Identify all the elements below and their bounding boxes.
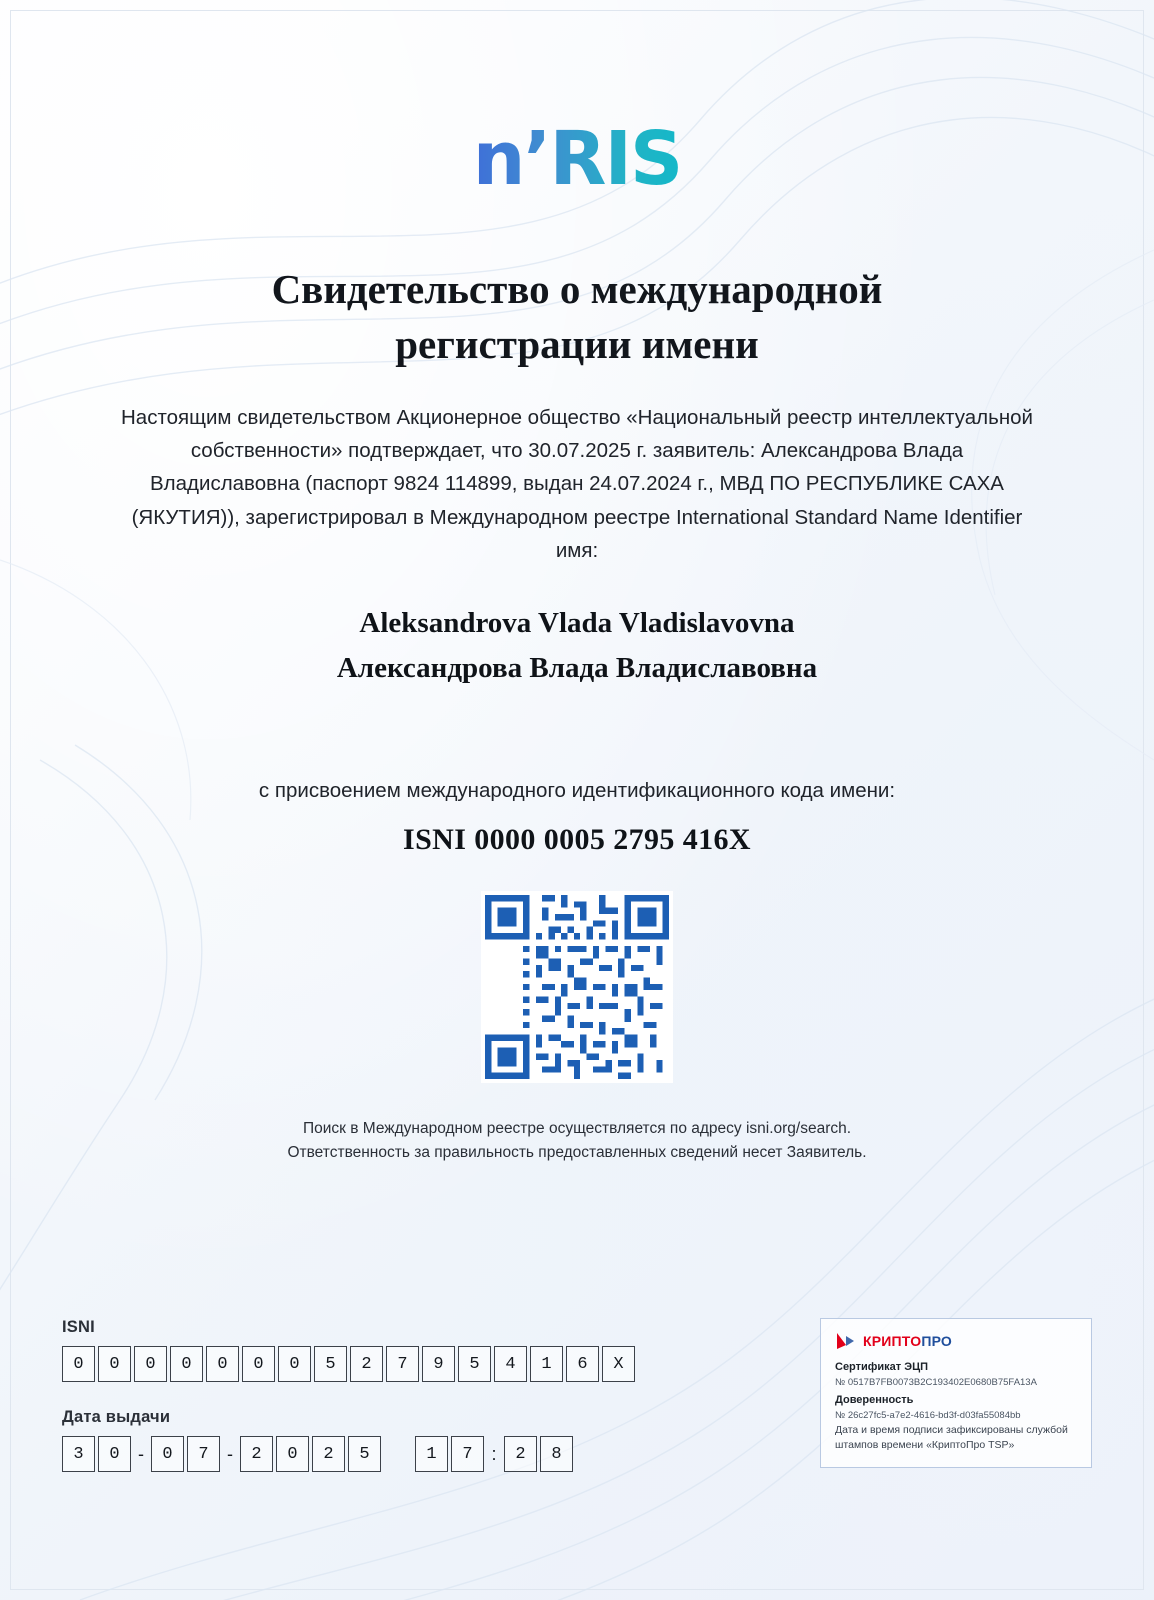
certificate-body-text: Настоящим свидетельством Акционерное общество «Национальный реестр интеллектуальной собственности» подтверждает, что 30.07.2025 г. заявитель: Александрова Влада Владиславовна (паспорт 9824 114899, выдан 24.07.2024 г., МВД ПО РЕСПУБЛИКЕ САХА (ЯКУТИЯ)), зарегистрировал в Международном реестре International Standard Name Identifier имя:: [121, 406, 1033, 562]
date-digit: 0: [98, 1436, 131, 1472]
isni-digit: 0: [134, 1346, 167, 1382]
name-cyrillic: Александрова Влада Владиславовна: [336, 651, 818, 684]
cryptopro-brand: [863, 1333, 952, 1349]
isni-digit: 2: [350, 1346, 383, 1382]
isni-digit: 0: [170, 1346, 203, 1382]
logo-container: [62, 0, 1092, 202]
time-digit: 7: [451, 1436, 484, 1472]
code-intro-text: с присвоением международного идентификационного кода имени:: [258, 778, 896, 802]
qr-code-icon: [481, 891, 673, 1083]
time-digit: 8: [540, 1436, 573, 1472]
timestamp-note-line1: Дата и время подписи зафиксированы службой: [835, 1423, 1068, 1436]
name-latin: Aleksandrova Vlada Vladislavovna: [359, 607, 795, 640]
date-digit: 0: [276, 1436, 309, 1472]
isni-field-label: ISNI: [62, 1318, 95, 1336]
footnote-text: Поиск в Международном реестре осуществляется по адресу isni.org/search. Ответственность за правильность предоставленных сведений несет Заявитель.: [287, 1120, 867, 1161]
digital-signature-stamp: [820, 1318, 1092, 1468]
date-digit: 7: [187, 1436, 220, 1472]
isni-digit: 5: [458, 1346, 491, 1382]
cryptopro-logo: [835, 1331, 1077, 1351]
date-digit: 2: [240, 1436, 273, 1472]
date-digit: 2: [312, 1436, 345, 1472]
isni-digit: 0: [278, 1346, 311, 1382]
registered-names: [62, 601, 1092, 691]
isni-digit: 1: [530, 1346, 563, 1382]
isni-digit: 0: [206, 1346, 239, 1382]
timestamp-note-line2: штампов времени «КриптоПро TSP»: [835, 1438, 1015, 1451]
time-digit: 2: [504, 1436, 537, 1472]
isni-digit: 5: [314, 1346, 347, 1382]
qr-container: [62, 891, 1092, 1083]
certificate-title: Сертификат ЭЦП: [835, 1361, 929, 1374]
isni-digit: 0: [242, 1346, 275, 1382]
isni-digit: 6: [566, 1346, 599, 1382]
date-digit: 5: [348, 1436, 381, 1472]
nris-logo: n’RIS: [472, 116, 682, 202]
cryptopro-brand-part1: КРИПТО: [863, 1333, 922, 1350]
time-digit: 1: [415, 1436, 448, 1472]
isni-code: ISNI 0000 0005 2795 416X: [403, 823, 751, 857]
date-field-label: Дата выдачи: [62, 1408, 171, 1426]
isni-digit: 7: [386, 1346, 419, 1382]
date-digit: 0: [151, 1436, 184, 1472]
date-digit: 3: [62, 1436, 95, 1472]
isni-digit: 9: [422, 1346, 455, 1382]
date-time-gap: [384, 1437, 412, 1471]
isni-digit: 0: [98, 1346, 131, 1382]
power-of-attorney-number: № 26c27fc5-a7e2-4616-bd3f-d03fa55084bb: [835, 1409, 1021, 1421]
isni-digit: 0: [62, 1346, 95, 1382]
isni-digit: 4: [494, 1346, 527, 1382]
time-separator: :: [491, 1443, 497, 1464]
date-separator: -: [138, 1443, 144, 1464]
cryptopro-brand-part2: ПРО: [921, 1333, 953, 1350]
certificate-number: № 0517B7FB0073B2C193402E0680B75FA13A: [835, 1377, 1037, 1389]
date-separator: -: [227, 1443, 233, 1464]
isni-digit: X: [602, 1346, 635, 1382]
cryptopro-mark-icon: [835, 1331, 857, 1351]
page-title: Свидетельство о международной регистрации имени: [271, 266, 883, 367]
power-of-attorney-title: Доверенность: [835, 1393, 914, 1406]
